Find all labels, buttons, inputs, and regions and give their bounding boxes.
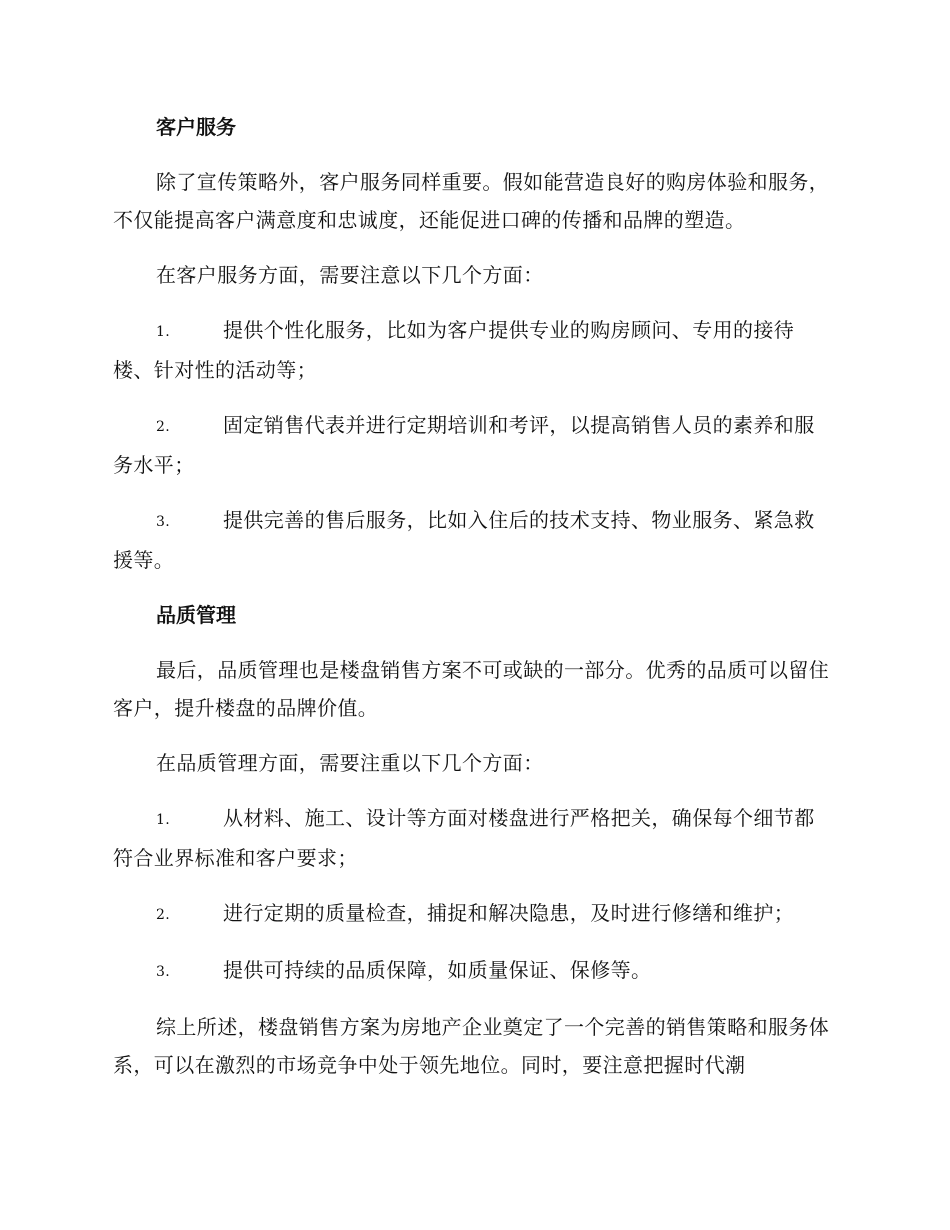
list-item	[113, 406, 833, 484]
list-item	[113, 311, 833, 389]
list-item-text: 固定销售代表并进行定期培训和考评，以提高销售人员的素养和服务水平；	[113, 413, 815, 477]
list-item-text: 提供可持续的品质保障，如质量保证、保修等。	[223, 958, 652, 982]
list-item-number: 3.	[156, 514, 171, 530]
quality-management-intro: 最后，品质管理也是楼盘销售方案不可或缺的一部分。优秀的品质可以留住客户，提升楼盘的品牌价值。	[113, 658, 830, 720]
list-item-text: 提供完善的售后服务，比如入住后的技术支持、物业服务、紧急救援等。	[113, 508, 815, 572]
list-item	[113, 799, 833, 877]
customer-service-lead: 在客户服务方面，需要注意以下几个方面：	[156, 263, 544, 287]
list-item	[113, 894, 833, 934]
quality-management-lead: 在品质管理方面，需要注重以下几个方面：	[156, 751, 544, 775]
list-item-number: 2.	[156, 419, 171, 435]
list-item-text: 提供个性化服务，比如为客户提供专业的购房顾问、专用的接待楼、针对性的活动等；	[113, 318, 795, 382]
customer-service-intro: 除了宣传策略外，客户服务同样重要。假如能营造良好的购房体验和服务，不仅能提高客户满意度和忠诚度，还能促进口碑的传播和品牌的塑造。	[113, 170, 830, 232]
list-item-number: 3.	[156, 964, 171, 980]
list-item	[113, 501, 833, 579]
list-item-text: 进行定期的质量检查，捕捉和解决隐患，及时进行修缮和维护；	[223, 901, 795, 925]
document-page	[113, 108, 833, 1101]
list-item-number: 2.	[156, 907, 171, 923]
list-item-text: 从材料、施工、设计等方面对楼盘进行严格把关，确保每个细节都符合业界标准和客户要求；	[113, 806, 815, 870]
list-item-number: 1.	[156, 812, 171, 828]
conclusion-paragraph: 综上所述，楼盘销售方案为房地产企业奠定了一个完善的销售策略和服务体系，可以在激烈的市场竞争中处于领先地位。同时，要注意把握时代潮	[113, 1015, 830, 1077]
list-item-number: 1.	[156, 324, 171, 340]
section-heading-quality-management: 品质管理	[156, 603, 236, 627]
list-item	[113, 951, 833, 991]
section-heading-customer-service: 客户服务	[156, 115, 236, 139]
